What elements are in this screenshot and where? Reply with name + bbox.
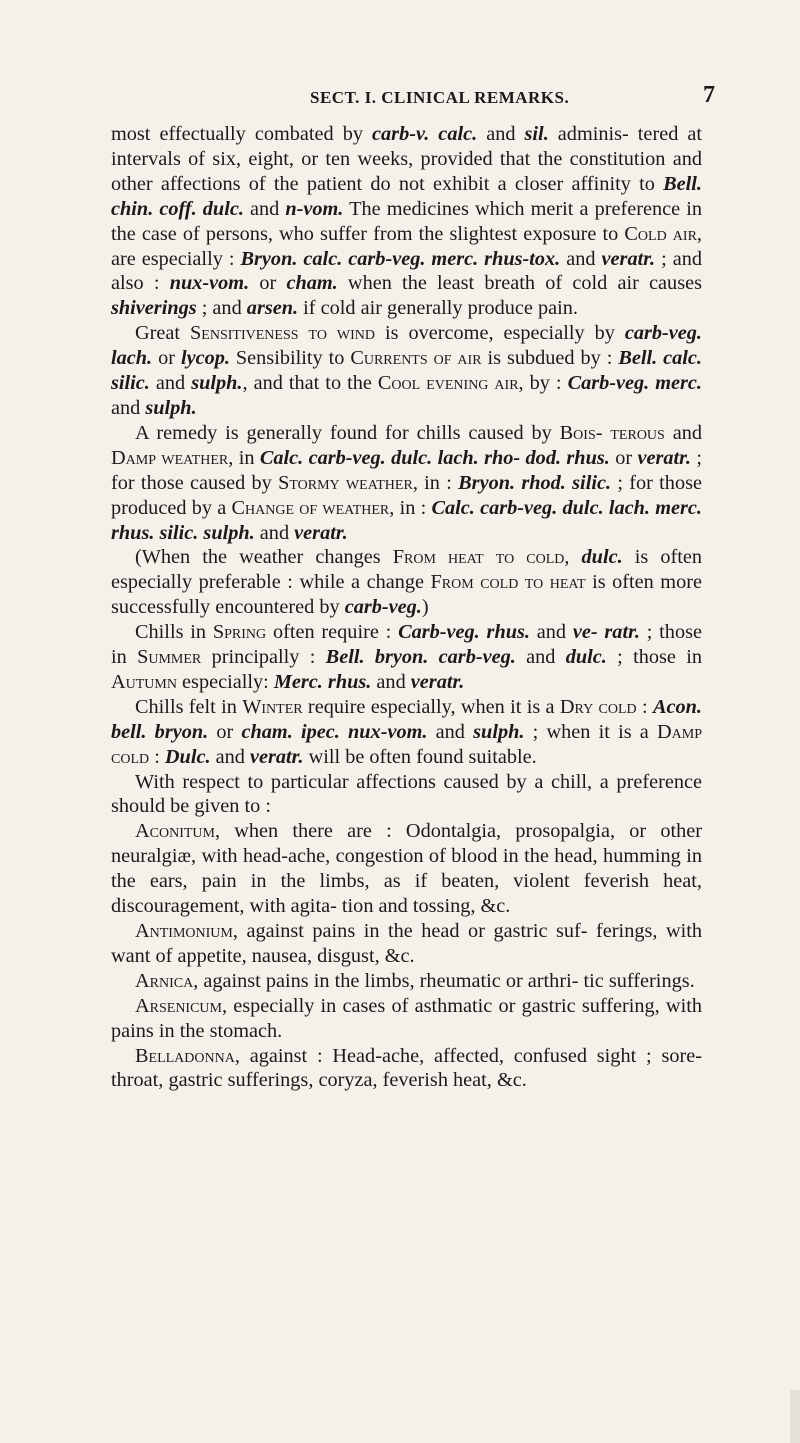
paragraph: Arnica, against pains in the limbs, rheumatic or arthri- tic sufferings.: [135, 969, 695, 992]
page-edge-shadow: [790, 1390, 800, 1443]
paragraph: Aconitum, when there are : Odontalgia, prosopalgia, or other neuralgiæ, with head-ache, congestion of blood in the head, humming in the ears, pain in the limbs, as if beaten, violent feverish heat, discouragement, with agita- tion and tossing, &c.: [111, 820, 702, 918]
paragraph: Arsenicum, especially in cases of asthmatic or gastric suffering, with pains in the stomach.: [111, 994, 702, 1042]
page-number: 7: [703, 82, 716, 108]
running-header: [0, 82, 800, 112]
paragraph: most effectually combated by carb-v. calc. and sil. adminis- tered at intervals of six, eight, or ten weeks, provided that the constitution and other affections of the patient do not exhibit a closer affinity to Bell. chin. coff. dulc. and n-vom. The medicines which merit a preference in the case of persons, who suffer from the slightest exposure to Cold air, are especially : Bryon. calc. carb-veg. merc. rhus-tox. and veratr. ; and also : nux-vom. or cham. when the least breath of cold air causes shiverings ; and arsen. if cold air generally produce pain.: [111, 123, 703, 320]
body-text: [111, 122, 702, 1093]
paragraph: With respect to particular affections caused by a chill, a preference should be given to :: [111, 770, 702, 818]
paragraph: Great Sensitiveness to wind is overcome, especially by carb-veg. lach. or lycop. Sensibility to Currents of air is subdued by : Bell. calc. silic. and sulph., and that to the Cool evening air, by : Carb-veg. merc. and sulph.: [111, 322, 703, 419]
paragraph: Antimonium, against pains in the head or gastric suf- ferings, with want of appetite, nausea, disgust, &c.: [111, 920, 702, 967]
paragraph: Chills in Spring often require : Carb-veg. rhus. and ve- ratr. ; those in Summer principally : Bell. bryon. carb-veg. and dulc. ; those in Autumn especially: Merc. rhus. and veratr.: [111, 621, 702, 693]
paragraph: Chills felt in Winter require especially, when it is a Dry cold : Acon. bell. bryon. or cham. ipec. nux-vom. and sulph. ; when it is a Damp cold : Dulc. and veratr. will be often found suitable.: [111, 695, 702, 768]
paragraph: (When the weather changes From heat to cold, dulc. is often especially preferable : while a change From cold to heat is often more successfully encountered by carb-veg.): [111, 546, 702, 619]
section-title: SECT. I. CLINICAL REMARKS.: [310, 88, 570, 107]
paragraph: Belladonna, against : Head-ache, affected, confused sight ; sore-throat, gastric sufferings, coryza, feverish heat, &c.: [111, 1044, 702, 1092]
paragraph: A remedy is generally found for chills caused by Bois- terous and Damp weather, in Calc. carb-veg. dulc. lach. rho- dod. rhus. or veratr. ; for those caused by Stormy weather, in : Bryon. rhod. silic. ; for those produced by a Change of weather, in : Calc. carb-veg. dulc. lach. merc. rhus. silic. sulph. and veratr.: [111, 421, 703, 544]
